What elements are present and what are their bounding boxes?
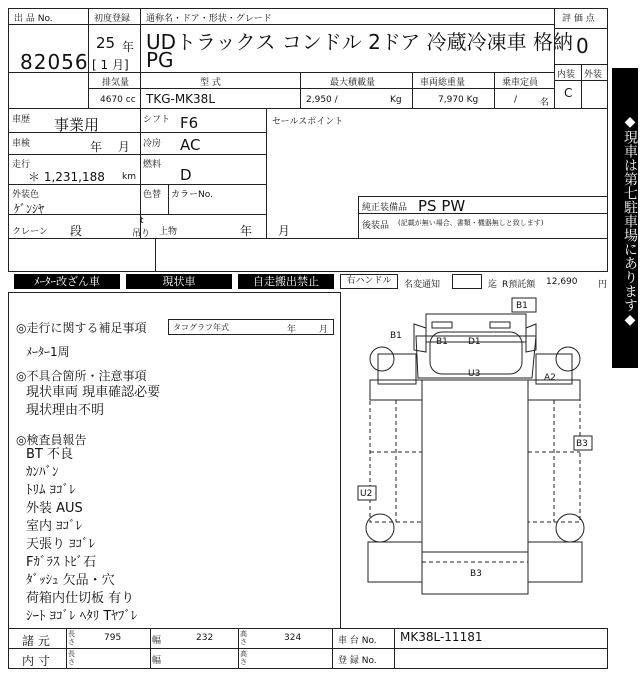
name-change-box xyxy=(452,274,482,289)
inner-width-label: 幅 xyxy=(152,656,162,666)
width: 232 xyxy=(196,633,214,643)
displacement: 4670 cc xyxy=(100,95,136,105)
tacho-value: 年 月 xyxy=(287,325,328,335)
displacement-label: 排気量 xyxy=(102,78,130,88)
dims-label: 諸 元 xyxy=(22,634,50,648)
gross-weight: 7,970 Kg xyxy=(438,95,479,105)
max-load-unit: Kg xyxy=(390,95,402,105)
height: 324 xyxy=(284,633,302,643)
note-item: ﾀﾞｯｼｭ 欠品・穴 xyxy=(26,573,115,588)
inspection-label: 車検 xyxy=(12,139,31,149)
length: 795 xyxy=(104,633,122,643)
as-is-banner: 現状車 xyxy=(126,274,232,289)
lot-no-label: 出 品 No. xyxy=(14,14,53,24)
odometer-banner: ﾒｰﾀｰ改ざん車 xyxy=(14,274,120,289)
length-label: 長さ xyxy=(68,630,75,646)
max-load: 2,950 / xyxy=(306,95,338,105)
model-name-2: PG xyxy=(146,48,174,72)
mark-b3-rear: B3 xyxy=(470,569,482,579)
interior-grade: C xyxy=(564,86,573,100)
mark-b3-side: B3 xyxy=(576,439,588,449)
grade-label: 評 価 点 xyxy=(562,14,595,24)
history: 事業用 xyxy=(54,116,100,134)
crane-stage: 段 xyxy=(70,224,83,238)
first-reg-year: 25 xyxy=(96,34,116,52)
handle-box: 右ハンドル xyxy=(340,274,398,289)
model-code-label: 型 式 xyxy=(200,78,221,88)
equipment-label: 純正装備品 xyxy=(362,203,408,213)
exterior-label: 外装 xyxy=(584,70,603,80)
note-item: ｼｰﾄ ﾖｺﾞﾚ ﾍﾀﾘ Tﾔﾌﾞﾚ xyxy=(26,609,138,624)
note-item: 天張り ﾖｺﾞﾚ xyxy=(26,537,96,552)
note-item: ﾄﾘﾑ ﾖｺﾞﾚ xyxy=(26,483,76,498)
color-label: 外装色 xyxy=(12,190,40,200)
driving-list xyxy=(26,342,70,362)
grade: 0 xyxy=(576,34,589,58)
defects-title: ◎不具合箇所・注意事項 xyxy=(16,369,147,383)
note-item: Fｶﾞﾗｽ ﾄﾋﾞ石 xyxy=(26,555,97,570)
tacho-box xyxy=(168,319,334,335)
inspector-list xyxy=(26,446,137,626)
color-no-label: 色替 xyxy=(143,190,162,200)
r-label: 迄 xyxy=(488,280,498,290)
inner-label: 内 寸 xyxy=(22,654,50,668)
shift: F6 xyxy=(180,114,199,132)
gross-weight-label: 車両総重量 xyxy=(420,78,466,88)
model-code: TKG-MK38L xyxy=(146,92,216,106)
tacho-label: タコグラフ年式 xyxy=(173,323,229,332)
width-label: 幅 xyxy=(152,636,162,646)
truck-diagram xyxy=(340,292,610,604)
note-item: 現状車両 現車確認必要 xyxy=(26,385,161,400)
crane-ton: t xyxy=(140,216,144,226)
chassis: MK38L-11181 xyxy=(400,630,483,644)
first-reg-label: 初度登録 xyxy=(94,14,131,24)
name-change-label: 名変通知 xyxy=(404,280,441,290)
inspector-title: ◎検査員報告 xyxy=(16,433,87,447)
note-item: 荷箱内仕切板 有り xyxy=(26,591,135,606)
color-code-label: カラーNo. xyxy=(171,190,213,200)
ac-label: 冷房 xyxy=(143,139,162,149)
note-item: 外装 AUS xyxy=(26,501,83,516)
mark-b1-top: B1 xyxy=(516,301,528,311)
shift-label: シフト xyxy=(143,115,171,125)
inner-length-label: 長さ xyxy=(68,650,75,666)
mark-b1-side: B1 xyxy=(390,331,402,341)
inspection: 年 月 xyxy=(90,140,130,154)
model-name-label: 通称名・ドア・形状・グレード xyxy=(146,14,272,24)
capacity: / xyxy=(514,95,518,105)
mark-u3: U3 xyxy=(468,369,481,379)
equipment: PS PW xyxy=(418,197,466,215)
note-item: 現状理由不明 xyxy=(26,403,105,418)
mileage-label: 走行 xyxy=(12,160,31,170)
ac: AC xyxy=(180,136,201,154)
height-label: 高さ xyxy=(240,630,247,646)
interior-label: 内装 xyxy=(557,70,576,80)
recycle-label: R預託額 xyxy=(502,280,536,290)
history-label: 車歴 xyxy=(12,115,31,125)
sales-point-label: セールスポイント xyxy=(272,117,344,127)
reg-label: 登 録 No. xyxy=(338,656,377,666)
side-banner: ◆現車は第七駐車場にあります◆ xyxy=(612,68,638,368)
fuel-label: 燃料 xyxy=(143,160,162,170)
self-drive-ban-banner: 自走搬出禁止 xyxy=(238,274,334,289)
aftermarket-label: 後装品 xyxy=(362,221,390,231)
max-load-label: 最大積載量 xyxy=(330,78,376,88)
mark-u2: U2 xyxy=(360,489,373,499)
year-unit: 年 xyxy=(122,40,135,54)
upper: 年 月 xyxy=(240,224,290,238)
note-item: ﾒｰﾀｰ1周 xyxy=(26,345,70,359)
capacity-label: 乗車定員 xyxy=(502,78,539,88)
defect-list xyxy=(26,384,160,420)
note-item: ｶﾝﾊﾞﾝ xyxy=(26,465,59,480)
fuel: D xyxy=(180,166,192,184)
recycle-unit: 円 xyxy=(598,280,608,290)
mark-a2: A2 xyxy=(544,373,556,383)
recycle: 12,690 xyxy=(546,277,578,287)
note-item: BT 不良 xyxy=(26,447,73,462)
mileage: ＊ 1,231,188 xyxy=(28,170,105,184)
inner-height-label: 高さ xyxy=(240,650,247,666)
lot-no: 82056 xyxy=(20,50,89,74)
crane-lift: 吊り xyxy=(132,229,151,239)
model-name: UDトラックス コンドル 2ドア 冷蔵冷凍車 格納 xyxy=(146,30,573,54)
crane-label: クレーン xyxy=(12,227,48,237)
first-reg-month: [ 1 月] xyxy=(92,58,129,72)
capacity-unit: 名 xyxy=(540,98,550,108)
mark-b1-cab: B1 xyxy=(436,337,448,347)
mark-d1: D1 xyxy=(468,337,481,347)
chassis-label: 車 台 No. xyxy=(338,636,377,646)
aftermarket-note: (記載が無い場合、書類・機器無しと致します) xyxy=(398,219,544,227)
upper-label: 上物 xyxy=(159,227,178,237)
note-item: 室内 ﾖｺﾞﾚ xyxy=(26,519,83,534)
mileage-unit: km xyxy=(122,172,136,182)
driving-title: ◎走行に関する補足事項 xyxy=(16,321,147,335)
color: ｹﾞﾝｼﾔ xyxy=(14,202,45,216)
